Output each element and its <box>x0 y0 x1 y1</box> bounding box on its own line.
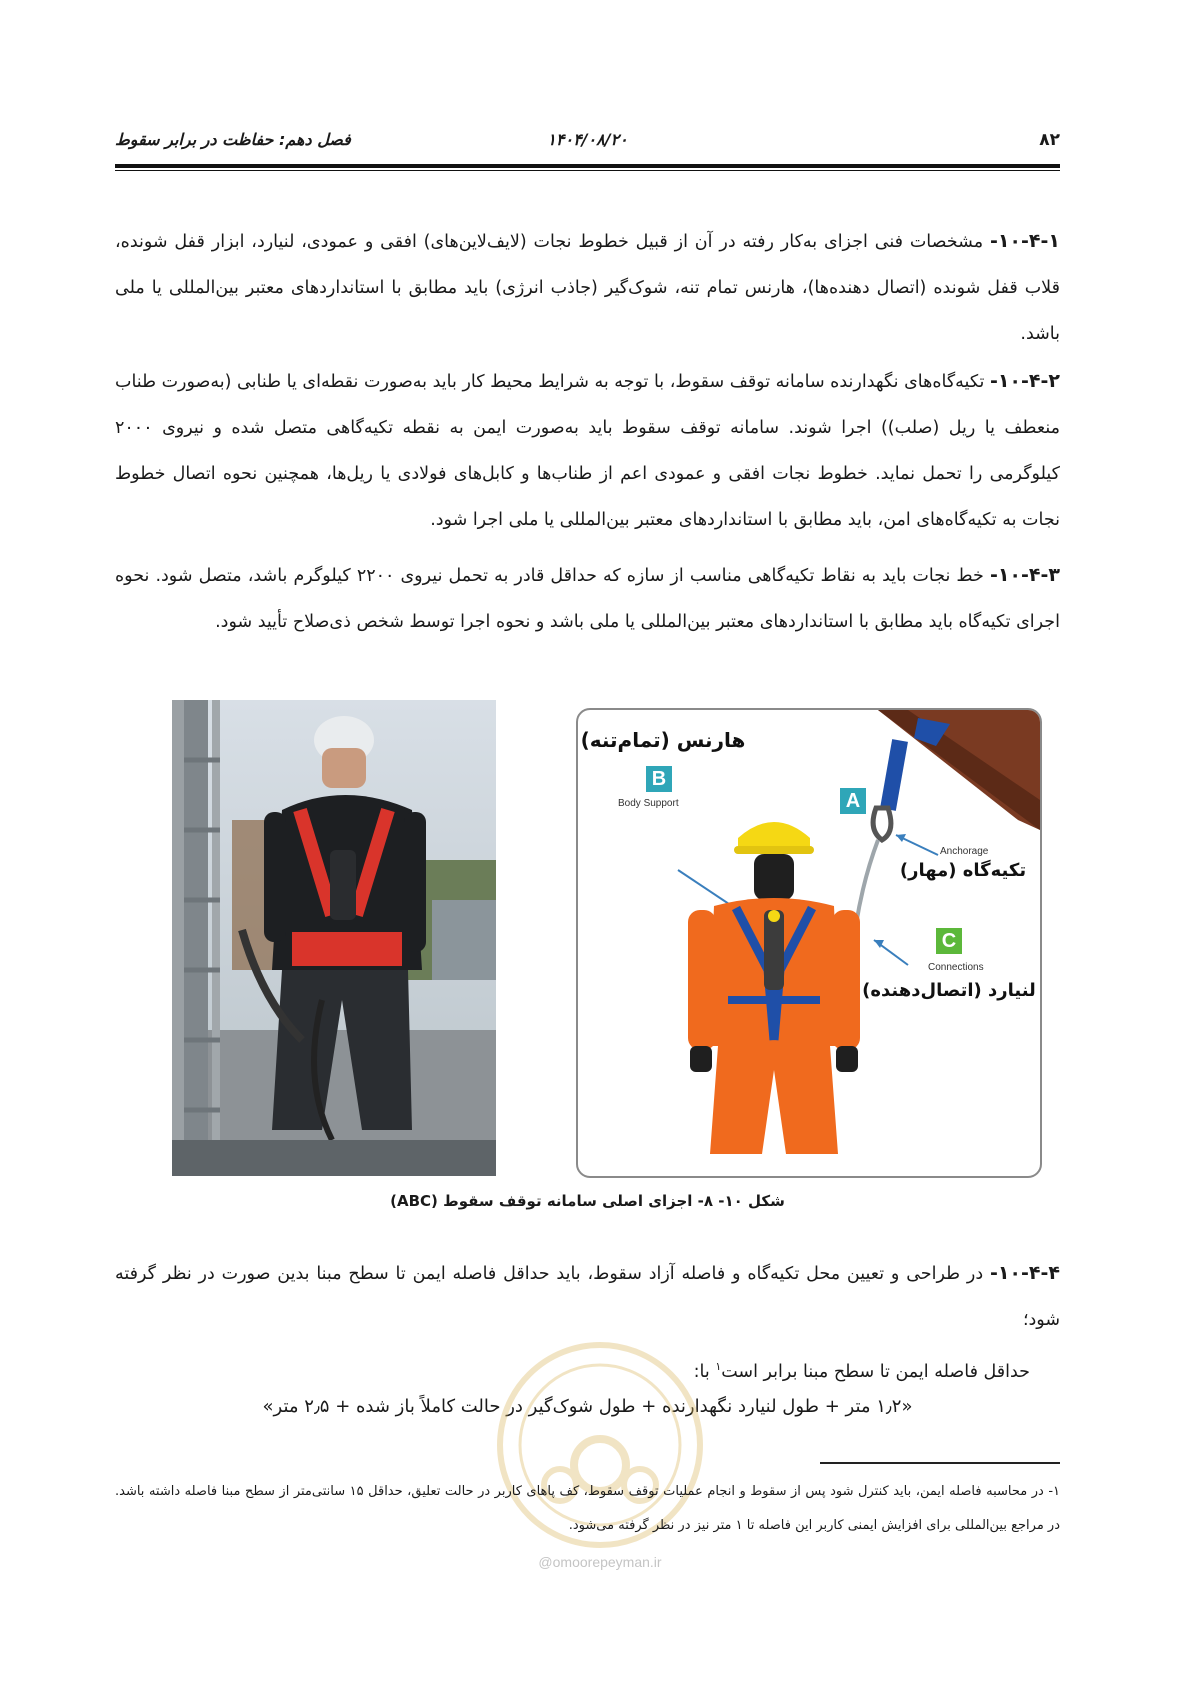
section-number: ۱۰-۴-۲- <box>989 370 1060 392</box>
footnote-rule <box>820 1462 1060 1464</box>
paragraph-10-4-2 <box>115 358 1060 543</box>
footnote-ref: ۱ <box>715 1360 722 1373</box>
section-number: ۱۰-۴-۳- <box>989 564 1060 586</box>
abc-diagram <box>576 708 1042 1178</box>
label-lanyard-fa: لنیارد (اتصال‌دهنده) <box>862 980 1036 1001</box>
footnote: ۱- در محاسبه فاصله ایمن، باید کنترل شود پس از سقوط و انجام عملیات توقف سقوط، کف پاهای کاربر در حالت تعلیق، حداقل ۱۵ سانتی‌متر از سطح مبنا فاصله داشته باشد. در مراجع بین‌المللی برای افزایش ایمنی کاربر این فاصله تا ۱ متر نیز در نظر گرفته می‌شود. <box>115 1484 1060 1533</box>
paragraph-text: تکیه‌گاه‌های نگهدارنده سامانه توقف سقوط، با توجه به شرایط محیط کار باید به‌صورت نقطه‌ای یا طنابی (به‌صورت طناب منعطف یا ریل (صلب)) اجرا شوند. سامانه توقف سقوط باید به‌صورت ایمن به نقطه تکیه‌گاهی متصل شده و نیروی ۲۰۰۰ کیلوگرمی را تحمل نماید. خطوط نجات افقی و عمودی اعم از طناب‌ها و کابل‌های فولادی یا ریل‌ها، همچنین نحوه اتصال خطوط نجات به تکیه‌گاه‌های امن، باید مطابق با استانداردهای معتبر بین‌المللی یا ملی اجرا شود. <box>115 372 1060 530</box>
min-distance-text: حداقل فاصله ایمن تا سطح مبنا برابر است <box>721 1361 1030 1382</box>
paragraph-text: مشخصات فنی اجزای به‌کار رفته در آن از قبیل خطوط نجات (لایف‌لاین‌های) افقی و عمودی، لنیارد، ابزار قفل شونده، قلاب قفل شونده (اتصال دهنده‌ها)، هارنس تمام تنه، شوک‌گیر (جاذب انرژی) باید مطابق با استانداردهای معتبر بین‌المللی یا ملی باشد. <box>115 232 1060 344</box>
label-connections: Connections <box>928 962 984 973</box>
section-number: ۱۰-۴-۴- <box>989 1262 1060 1284</box>
badge-c: C <box>936 928 962 954</box>
header-date: ۱۴۰۴/۰۸/۲۰ <box>547 130 628 149</box>
paragraph-10-4-4 <box>115 1250 1060 1343</box>
page-number: ۸۲ <box>1039 130 1060 150</box>
badge-a: A <box>840 788 866 814</box>
min-distance-tail: با: <box>693 1361 716 1382</box>
paragraph-text: در طراحی و تعیین محل تکیه‌گاه و فاصله آزاد سقوط، باید حداقل فاصله ایمن تا سطح مبنا بدین صورت در نظر گرفته شود؛ <box>115 1264 1060 1330</box>
paragraph-10-4-1 <box>115 218 1060 357</box>
paragraph-text: خط نجات باید به نقاط تکیه‌گاهی مناسب از سازه که حداقل قادر به تحمل نیروی ۲۲۰۰ کیلوگرم باشد، متصل شود. نحوه اجرای تکیه‌گاه باید مطابق با استانداردهای معتبر بین‌المللی یا ملی باشد و نحوه اجرا توسط شخص ذی‌صلاح تأیید شود. <box>115 566 1060 632</box>
header-rule <box>115 164 1060 168</box>
chapter-title: فصل دهم: حفاظت در برابر سقوط <box>115 130 351 149</box>
page-header <box>115 130 1060 154</box>
worker-photo <box>172 700 496 1176</box>
figure-caption: شکل ۱۰- ۸- اجزای اصلی سامانه توقف سقوط (ABC) <box>390 1192 785 1210</box>
section-number: ۱۰-۴-۱- <box>989 230 1060 252</box>
label-anchor-fa: تکیه‌گاه (مهار) <box>899 860 1027 881</box>
safety-formula: «۱٫۲ متر + طول لنیارد نگهدارنده + طول شوک‌گیر در حالت کاملاً باز شده + ۲٫۵ متر» <box>262 1396 913 1417</box>
label-harness: هارنس (تمام‌تنه) <box>580 728 746 752</box>
watermark-url: @omoorepeyman.ir <box>538 1554 662 1570</box>
label-body-support: Body Support <box>618 798 679 809</box>
header-rule-thin <box>115 170 1060 171</box>
label-anchorage: Anchorage <box>940 846 989 857</box>
paragraph-10-4-3 <box>115 552 1060 645</box>
badge-b: B <box>646 766 672 792</box>
